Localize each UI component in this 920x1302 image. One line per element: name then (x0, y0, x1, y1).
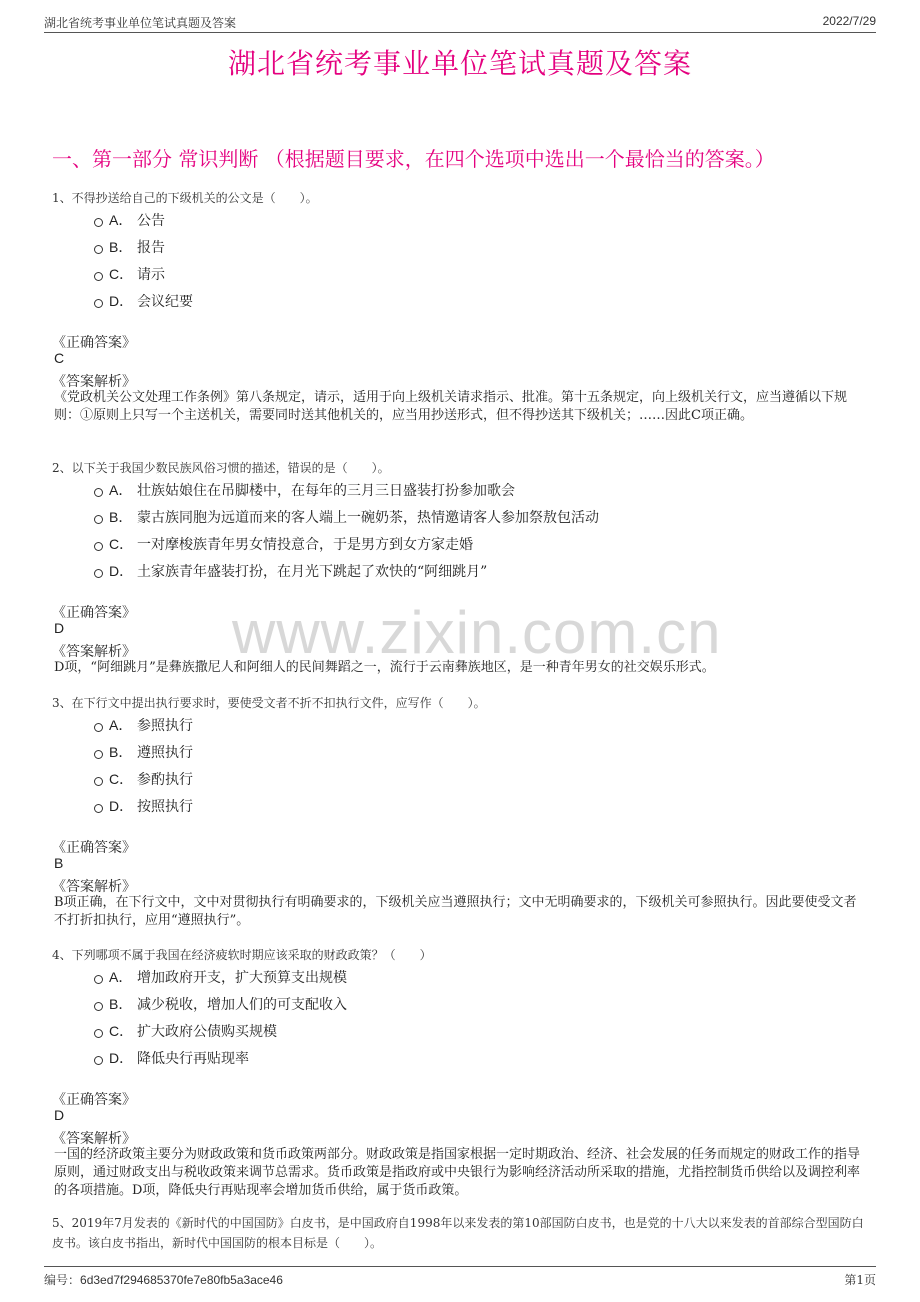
radio-icon[interactable] (94, 1029, 103, 1038)
question-2-option-c[interactable]: C． 一对摩梭族青年男女情投意合，于是男方到女方家走婚 (94, 534, 473, 554)
question-2-explanation: D项，“阿细跳月”是彝族撒尼人和阿细人的民间舞蹈之一，流行于云南彝族地区，是一种青年男女的社交娱乐形式。 (54, 660, 715, 675)
radio-icon[interactable] (94, 777, 103, 786)
radio-icon[interactable] (94, 542, 103, 551)
question-1-option-d[interactable]: D． 会议纪要 (94, 291, 193, 311)
page-footer (44, 1266, 876, 1287)
document-code: 编号：6d3ed7f294685370fe7e80fb5a3ace46 (44, 1273, 283, 1287)
radio-icon[interactable] (94, 1056, 103, 1065)
explanation-label: 《答案解析》 (52, 374, 136, 390)
radio-icon[interactable] (94, 750, 103, 759)
question-4-text: 4、下列哪项不属于我国在经济疲软时期应该采取的财政政策？（ ） (52, 948, 432, 962)
radio-icon[interactable] (94, 218, 103, 227)
radio-icon[interactable] (94, 569, 103, 578)
question-2-answer: D (54, 620, 65, 636)
question-3-option-b[interactable]: B． 遵照执行 (94, 742, 193, 762)
correct-answer-label: 《正确答案》 (52, 335, 136, 351)
page-number: 第1页 (844, 1273, 876, 1287)
question-1-explanation: 《党政机关公文处理工作条例》第八条规定，请示，适用于向上级机关请求指示、批准。第十五条规定，向上级机关行文，应当遵循以下规则：①原则上只写一个主送机关，需要同时送其他机关的，应当用抄送形式，但不得抄送其下级机关；……因此C项正确。 (54, 390, 848, 423)
correct-answer-label: 《正确答案》 (52, 605, 136, 621)
question-3-option-a[interactable]: A． 参照执行 (94, 715, 193, 735)
question-3-option-d[interactable]: D． 按照执行 (94, 796, 193, 816)
question-1-option-b[interactable]: B． 报告 (94, 237, 165, 257)
question-1-answer: C (54, 350, 65, 366)
radio-icon[interactable] (94, 488, 103, 497)
header-doc-title: 湖北省统考事业单位笔试真题及答案 (44, 16, 237, 30)
question-2-option-d[interactable]: D． 土家族青年盛装打扮，在月光下跳起了欢快的“阿细跳月” (94, 561, 487, 581)
question-2-option-b[interactable]: B． 蒙古族同胞为远道而来的客人端上一碗奶茶，热情邀请客人参加祭敖包活动 (94, 507, 599, 527)
correct-answer-label: 《正确答案》 (52, 1092, 136, 1108)
section-heading: 一、第一部分 常识判断 （根据题目要求，在四个选项中选出一个最恰当的答案。） (52, 147, 775, 171)
correct-answer-label: 《正确答案》 (52, 840, 136, 856)
header-date: 2022/7/29 (822, 14, 876, 28)
question-2-text: 2、以下关于我国少数民族风俗习惯的描述，错误的是（ ）。 (52, 461, 390, 475)
radio-icon[interactable] (94, 272, 103, 281)
question-4-option-c[interactable]: C． 扩大政府公债购买规模 (94, 1021, 277, 1041)
explanation-label: 《答案解析》 (52, 1131, 136, 1147)
radio-icon[interactable] (94, 1002, 103, 1011)
question-4-explanation: 一国的经济政策主要分为财政政策和货币政策两部分。财政政策是指国家根据一定时期政治、经济、社会发展的任务而规定的财政工作的指导原则，通过财政支出与税收政策来调节总需求。货币政策是指政府或中央银行为影响经济活动所采取的措施，尤指控制货币供给以及调控利率的各项措施。D项，降低央行再贴现率会增加货币供给，属于货币政策。 (54, 1147, 861, 1198)
question-3-option-c[interactable]: C． 参酌执行 (94, 769, 193, 789)
question-3-explanation: B项正确，在下行文中，文中对贯彻执行有明确要求的，下级机关应当遵照执行；文中无明确要求的，下级机关可参照执行。因此要使受文者不打折扣执行，应用“遵照执行”。 (54, 895, 857, 928)
page-title: 湖北省统考事业单位笔试真题及答案 (227, 47, 692, 80)
radio-icon[interactable] (94, 299, 103, 308)
question-4-answer: D (54, 1107, 65, 1123)
watermark: www.zixin.com.cn (232, 599, 722, 666)
question-1-text: 1、不得抄送给自己的下级机关的公文是（ ）。 (52, 191, 318, 205)
radio-icon[interactable] (94, 723, 103, 732)
question-1-option-a[interactable]: A． 公告 (94, 210, 165, 230)
page-header (44, 12, 876, 33)
question-4-option-d[interactable]: D． 降低央行再贴现率 (94, 1048, 249, 1068)
question-4-option-a[interactable]: A． 增加政府开支，扩大预算支出规模 (94, 967, 347, 987)
radio-icon[interactable] (94, 515, 103, 524)
question-3-text: 3、在下行文中提出执行要求时，要使受文者不折不扣执行文件，应写作（ ）。 (52, 696, 486, 710)
radio-icon[interactable] (94, 804, 103, 813)
question-5-text: 5、2019年7月发表的《新时代的中国国防》白皮书，是中国政府自1998年以来发表的第10部国防白皮书，也是党的十八大以来发表的首部综合型国防白皮书。该白皮书指出，新时代中国国防的根本目标是（ ）。 (52, 1216, 864, 1250)
explanation-label: 《答案解析》 (52, 644, 136, 660)
radio-icon[interactable] (94, 975, 103, 984)
explanation-label: 《答案解析》 (52, 879, 136, 895)
question-4-option-b[interactable]: B． 减少税收，增加人们的可支配收入 (94, 994, 347, 1014)
radio-icon[interactable] (94, 245, 103, 254)
question-1-option-c[interactable]: C． 请示 (94, 264, 165, 284)
question-3-answer: B (54, 855, 64, 871)
question-2-option-a[interactable]: A． 壮族姑娘住在吊脚楼中，在每年的三月三日盛装打扮参加歌会 (94, 480, 515, 500)
